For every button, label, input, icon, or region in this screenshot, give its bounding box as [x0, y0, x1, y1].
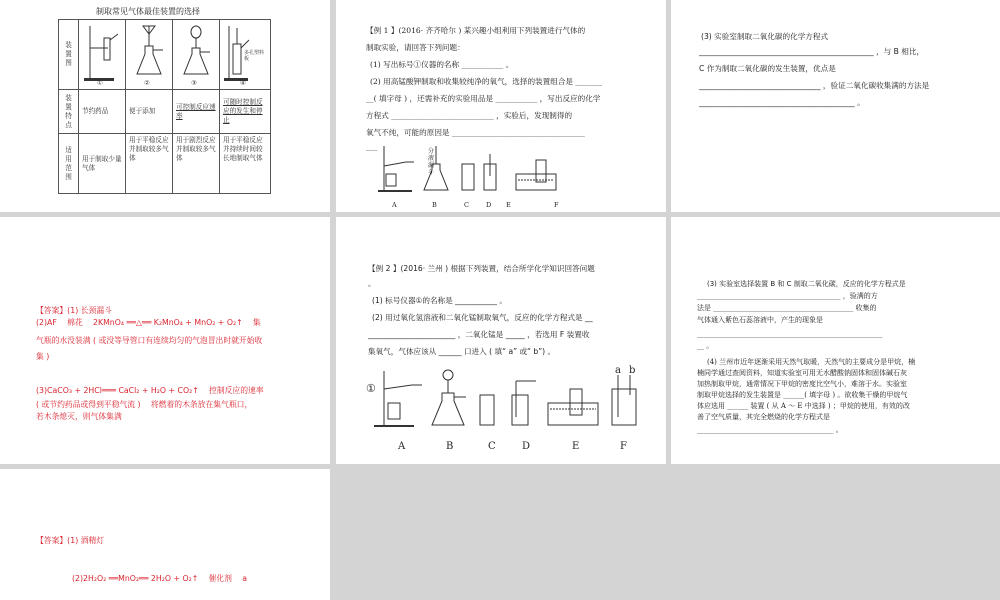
ex2-apparatus-e	[548, 389, 598, 425]
ex2-line-6: 集氧气，气体应该从 ______ 口进入 ( 填“ a” 或“ b”) 。	[368, 347, 556, 356]
apparatus-a	[378, 146, 414, 192]
separating-funnel-flask-icon	[176, 22, 216, 82]
row-header-scope: 适用范围	[59, 134, 79, 194]
apparatus-label-c: C	[464, 201, 469, 209]
ex2-apparatus-d	[512, 381, 536, 425]
ex2-apparatus-figure	[366, 367, 646, 431]
ex2-apparatus-f	[612, 375, 636, 425]
ex2-apparatus-b	[432, 370, 466, 425]
ex1-line-5: __( 填字母 ) ，还需补充的实验用品是 ___________ ，写出反应的化学	[366, 94, 601, 103]
slide-2[interactable]	[336, 0, 666, 212]
ex2-label-b: B	[446, 441, 454, 452]
apparatus-label-f: F	[554, 201, 559, 209]
apparatus-label-b: B	[432, 201, 437, 209]
answer-2-line-3: 集 )	[36, 352, 50, 361]
iron-stand-tube-icon	[82, 22, 122, 82]
q34-line-11: 体应选用 ______ 装置 ( 从 A ～ E 中选择 ) ；甲烷的使用，有效的改	[697, 402, 910, 410]
ex2-label-d: D	[522, 441, 531, 452]
feature-4-text: 可随时控制反应的发生和停止	[223, 98, 263, 124]
device-label-2: ②	[144, 79, 150, 87]
empty-area	[336, 469, 1000, 600]
q34-line-3: 法是 ________________________________________ 收集的	[697, 304, 877, 312]
answer-3-line-1: (3)CaCO₃ + 2HCl═══ CaCl₂ + H₂O + CO₂↑ 控制反应的速率	[36, 386, 264, 395]
ex2-line-3: (1) 标号仪器①的名称是 ___________ 。	[372, 296, 507, 305]
q34-line-12: 善了空气质量，其完全燃烧的化学方程式是	[697, 413, 830, 421]
answer2-1: 【答案】(1) 酒精灯	[36, 536, 105, 545]
slide-5[interactable]	[336, 217, 666, 464]
ex2-label-1: ①	[366, 382, 376, 395]
slide-3[interactable]	[671, 0, 1000, 212]
device-table	[58, 19, 271, 194]
q34-line-13: _______________________________________ 。	[697, 426, 843, 434]
ex2-label-f: F	[620, 441, 627, 452]
scope-1: 用于制取少量气体	[79, 134, 126, 194]
slide-1[interactable]	[0, 0, 330, 212]
device-cell-1	[79, 20, 126, 90]
feature-3-text: 可控制反应速率	[176, 102, 216, 120]
feature-3	[173, 90, 220, 134]
q3-line-3: C 作为制取二氧化碳的发生装置，优点是	[699, 64, 836, 73]
answer-3-line-3: 若木条熄灭，则气体集满	[36, 412, 122, 421]
ex1-line-2: 制取实验，请回答下列问题：	[366, 43, 465, 52]
feature-4	[220, 90, 271, 134]
apparatus-f	[516, 160, 556, 190]
ex1-line-7: 氧气不纯，可能的原因是 ___________________________________	[366, 128, 585, 137]
slide-7[interactable]	[0, 469, 330, 600]
device4-note: 多孔塑料板	[244, 50, 265, 62]
q34-line-10: 制取甲烷选择的发生装置是 ______( 填字母 ) 。欲收集干燥的甲烷气	[697, 391, 908, 399]
apparatus-c	[462, 164, 474, 190]
funnel-label: 分液漏斗	[428, 148, 435, 176]
device-label-4: ④	[240, 79, 246, 87]
ex1-apparatus-figure	[376, 140, 576, 196]
feature-2: 便于添加	[126, 90, 173, 134]
answer-2-line-1: (2)AF 棉花 2KMnO₄ ══△══ K₂MnO₄ + MnO₂ + O₂↑ 集	[36, 318, 261, 327]
q34-line-7: (4) 兰州市近年逐渐采用天然气取暖，天然气的主要成分是甲烷，楠	[707, 358, 916, 366]
answer-2-line-2: 气瓶的水没装满 ( 或没等导管口有连续均匀的气泡冒出时就开始收	[36, 336, 263, 345]
ex1-line-8: ___	[366, 142, 378, 151]
feature-1: 节约药品	[79, 90, 126, 134]
ex2-line-2: 。	[368, 279, 376, 288]
row-header-feature: 装置特点	[59, 90, 79, 134]
q34-line-9: 加热制取甲烷，通常情况下甲烷的密度比空气小，难溶于水。实验室	[697, 380, 907, 388]
device-label-3: ③	[191, 79, 197, 87]
answer-1: 【答案】(1) 长颈漏斗	[36, 306, 112, 315]
q34-line-1: (3) 实验室选择装置 B 和 C 制取二氧化碳，反应的化学方程式是	[707, 280, 906, 288]
ex2-line-5: _______________________ ，二氧化锰是 _____ ，若选用 F 装置收	[368, 330, 590, 339]
ex2-apparatus-c	[480, 395, 494, 425]
ex2-line-4: (2) 用过氧化氢溶液和二氧化锰制取氧气，反应的化学方程式是 __	[372, 313, 593, 322]
ex1-line-4: (2) 用高锰酸钾制取和收集较纯净的氧气，选择的装置组合是 _______	[370, 77, 603, 86]
q34-line-4: 气体通入紫色石蕊溶液中，产生的现象是	[697, 316, 823, 324]
q34-line-2: _________________________________________ ，验满的方	[697, 292, 878, 300]
ex1-line-3: (1) 写出标号①仪器的名称 ___________ 。	[370, 60, 514, 69]
ex1-line-6: 方程式 ___________________________ ，实验后，发现制得的	[366, 111, 573, 120]
port-b-label: b	[629, 365, 636, 376]
scope-3: 用于剧烈反应并制取较多气体	[173, 134, 220, 194]
device-cell-2	[126, 20, 173, 90]
q3-line-1: (3) 实验室制取二氧化碳的化学方程式	[701, 32, 829, 41]
row-header-device: 装置图	[59, 20, 79, 90]
answer2-2: (2)2H₂O₂ ══MnO₂══ 2H₂O + O₂↑ 催化剂 a	[72, 574, 248, 583]
ex2-line-1: 【例 2 】(2016· 兰州 ) 根据下列装置，结合所学化学知识回答问题	[368, 264, 595, 273]
apparatus-d	[484, 154, 496, 190]
ex2-label-a: A	[398, 441, 406, 452]
q34-line-6: __ 。	[697, 342, 714, 350]
q34-line-5: _____________________________________________________	[697, 330, 883, 338]
ex2-label-e: E	[572, 441, 580, 452]
ex2-apparatus-a	[374, 371, 422, 427]
port-a-label: a	[615, 365, 621, 376]
ex1-line-1: 【例 1 】(2016· 齐齐哈尔 ) 某兴趣小组利用下列装置进行气体的	[366, 26, 586, 35]
scope-2: 用于平稳反应并制取较多气体	[126, 134, 173, 194]
q3-line-4: ________________________________ ，验证二氧化碳收集满的方法是	[699, 81, 930, 90]
scope-4: 用于平稳反应并持续时间较长地制取气体	[220, 134, 271, 194]
device-cell-3	[173, 20, 220, 90]
ex2-label-c: C	[488, 441, 496, 452]
slide-6[interactable]	[671, 217, 1000, 464]
slide-4[interactable]	[0, 217, 330, 464]
apparatus-label-e: E	[506, 201, 511, 209]
flask-funnel-icon	[129, 22, 169, 82]
answer-3-line-2: ( 或节约药品或得到平稳气流 ) 将燃着的木条放在集气瓶口，	[36, 400, 253, 409]
slide1-title: 制取常见气体最佳装置的选择	[96, 7, 200, 16]
apparatus-label-a: A	[392, 201, 397, 209]
q3-line-5: _________________________________________ 。	[699, 98, 865, 107]
q34-line-8: 楠同学通过查阅资料，知道实验室可用无水醋酸钠固体和固体碱石灰	[697, 369, 907, 377]
device-cell-4	[220, 20, 271, 90]
device-label-1: ①	[97, 79, 103, 87]
apparatus-label-d: D	[486, 201, 492, 209]
q3-line-2: ______________________________________________ ，与 B 相比，	[699, 47, 925, 56]
